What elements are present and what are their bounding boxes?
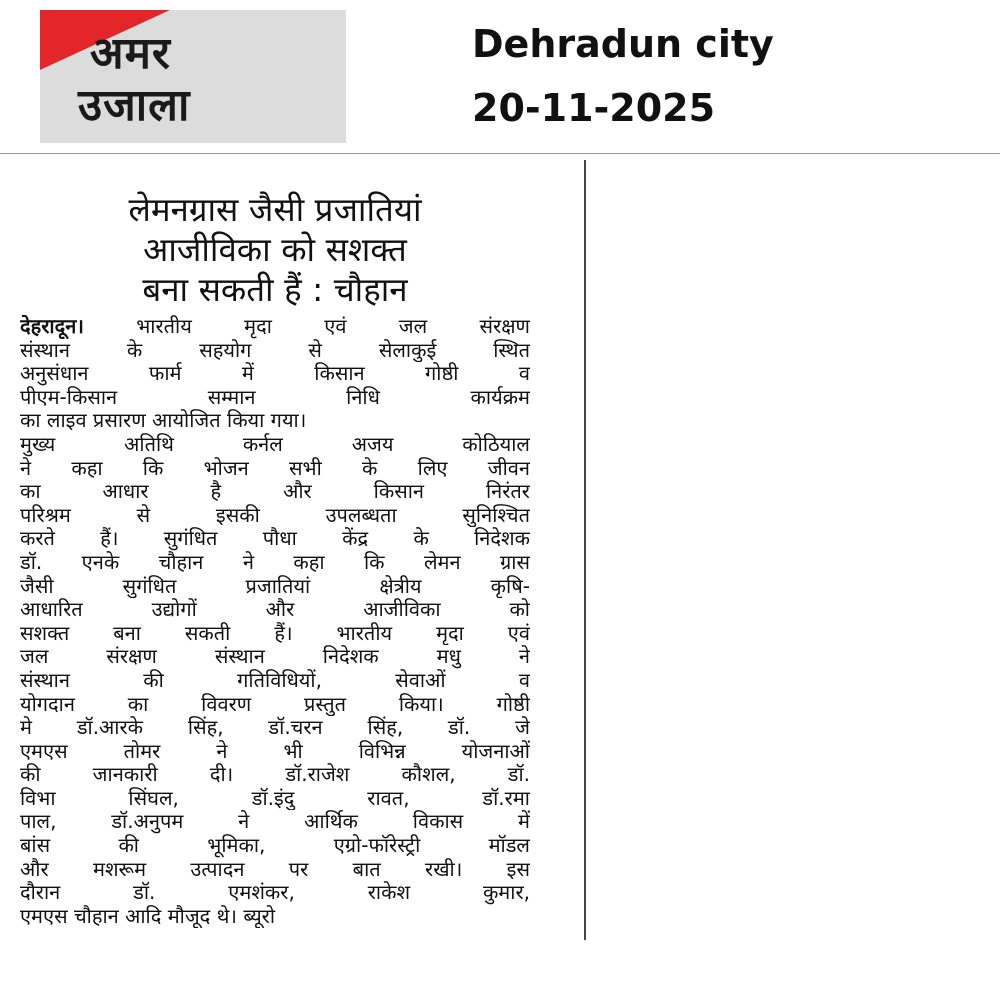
article-line: अनुसंधान फार्म में किसान गोष्ठी व — [20, 362, 530, 386]
article-line: योगदान का विवरण प्रस्तुत किया। गोष्ठी — [20, 692, 530, 716]
article-line: पाल, डॉ.अनुपम ने आर्थिक विकास में — [20, 810, 530, 834]
dateline: देहरादून। — [20, 315, 84, 338]
publication-date: 20-11-2025 — [472, 86, 716, 130]
article-line: की जानकारी दी। डॉ.राजेश कौशल, डॉ. — [20, 763, 530, 787]
logo-line-2: उजाला — [78, 80, 191, 131]
newspaper-logo — [40, 10, 346, 143]
headline-line: बना सकती हैं : चौहान — [142, 270, 408, 309]
article-line: जैसी सुगंधित प्रजातियां क्षेत्रीय कृषि- — [20, 574, 530, 598]
article-line: आधारित उद्योगों और आजीविका को — [20, 598, 530, 622]
article-line: मे डॉ.आरके सिंह, डॉ.चरन सिंह, डॉ. जे — [20, 716, 530, 740]
article-line: मुख्य अतिथि कर्नल अजय कोठियाल — [20, 432, 530, 456]
article-line: संस्थान के सहयोग से सेलाकुई स्थित — [20, 338, 530, 362]
article-line: परिश्रम से इसकी उपलब्धता सुनिश्चित — [20, 503, 530, 527]
article-line: जल संरक्षण संस्थान निदेशक मधु ने — [20, 645, 530, 669]
column-rule — [584, 160, 586, 940]
article-line: दौरान डॉ. एमशंकर, राकेश कुमार, — [20, 881, 530, 905]
article-line: एमएस चौहान आदि मौजूद थे। ब्यूरो — [20, 904, 276, 928]
article-line: करते हैं। सुगंधित पौधा केंद्र के निदेशक — [20, 527, 530, 551]
article-line-text: भारतीय मृदा एवं जल संरक्षण — [83, 315, 530, 338]
article-line: और मशरूम उत्पादन पर बात रखी। इस — [20, 857, 530, 881]
article-line: ने कहा कि भोजन सभी के लिए जीवन — [20, 456, 530, 480]
article-line: का लाइव प्रसारण आयोजित किया गया। — [20, 409, 307, 433]
article-line — [20, 315, 530, 339]
headline-line: आजीविका को सशक्त — [143, 230, 407, 269]
article-line: का आधार है और किसान निरंतर — [20, 480, 530, 504]
logo-line-1: अमर — [90, 28, 171, 79]
article-line: बांस की भूमिका, एग्रो-फॉरेस्ट्री मॉडल — [20, 834, 530, 858]
article-line: पीएम-किसान सम्मान निधि कार्यक्रम — [20, 385, 530, 409]
header-divider — [0, 153, 1000, 154]
headline — [20, 190, 530, 310]
article-line: डॉ. एनके चौहान ने कहा कि लेमन ग्रास — [20, 550, 530, 574]
article-line: सशक्त बना सकती हैं। भारतीय मृदा एवं — [20, 621, 530, 645]
article-line: एमएस तोमर ने भी विभिन्न योजनाओं — [20, 739, 530, 763]
article-body — [20, 315, 530, 928]
article-line: विभा सिंघल, डॉ.इंदु रावत, डॉ.रमा — [20, 786, 530, 810]
headline-line: लेमनग्रास जैसी प्रजातियां — [128, 190, 422, 229]
edition-label: Dehradun city — [472, 22, 774, 66]
article-line: संस्थान की गतिविधियों, सेवाओं व — [20, 668, 530, 692]
